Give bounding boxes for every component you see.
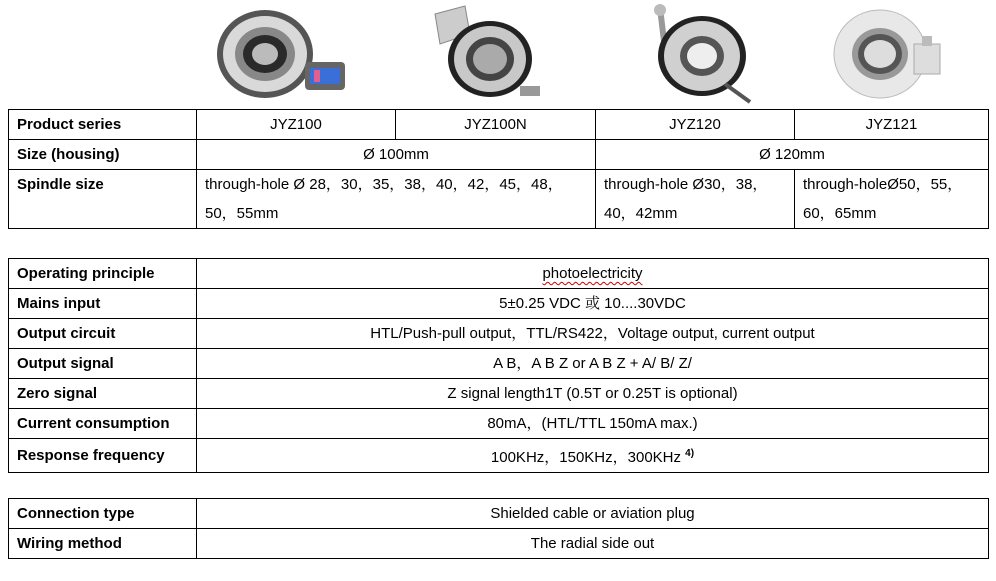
spec-value: 5±0.25 VDC 或 10....30VDC [197, 289, 989, 319]
spec-text: 100KHz，150KHz，300KHz [490, 449, 681, 466]
jyz100-photo [210, 4, 350, 108]
row-label: Current consumption [9, 409, 197, 439]
spec-text: photoelectricity [542, 265, 643, 282]
jyz120-photo [630, 4, 760, 108]
table-row [9, 349, 989, 379]
row-label: Wiring method [9, 529, 197, 559]
table-row [9, 259, 989, 289]
row-label: Spindle size [9, 170, 197, 229]
table-row [9, 170, 989, 229]
row-label: Response frequency [9, 439, 197, 473]
table-row [9, 110, 989, 140]
table-row [9, 379, 989, 409]
spec-value: The radial side out [197, 529, 989, 559]
spec-value: Z signal length1T (0.5T or 0.25T is optional) [197, 379, 989, 409]
table-row [9, 439, 989, 473]
product-photos [0, 0, 996, 110]
row-label: Zero signal [9, 379, 197, 409]
size-value: Ø 120mm [596, 140, 989, 170]
row-label: Connection type [9, 499, 197, 529]
spec-value: 80mA，(HTL/TTL 150mA max.) [197, 409, 989, 439]
product-table [8, 109, 989, 229]
product-name: JYZ120 [596, 110, 795, 140]
specs-table [8, 258, 989, 473]
spec-value: HTL/Push-pull output，TTL/RS422，Voltage output, current output [197, 319, 989, 349]
spec-value: Shielded cable or aviation plug [197, 499, 989, 529]
table-row [9, 409, 989, 439]
spec-value [197, 259, 989, 289]
size-value: Ø 100mm [197, 140, 596, 170]
jyz121-photo [830, 4, 950, 108]
row-label: Size (housing) [9, 140, 197, 170]
spindle-value: through-holeØ50，55，60，65mm [795, 170, 989, 229]
table-row [9, 289, 989, 319]
table-row [9, 529, 989, 559]
table-row [9, 319, 989, 349]
row-label: Mains input [9, 289, 197, 319]
spec-value [197, 439, 989, 473]
product-name: JYZ121 [795, 110, 989, 140]
row-label: Output circuit [9, 319, 197, 349]
row-label: Operating principle [9, 259, 197, 289]
product-name: JYZ100 [197, 110, 396, 140]
product-name: JYZ100N [396, 110, 596, 140]
spec-value: A B，A B Z or A B Z + A/ B/ Z/ [197, 349, 989, 379]
connection-table [8, 498, 989, 559]
table-row [9, 499, 989, 529]
table-row [9, 140, 989, 170]
row-label: Product series [9, 110, 197, 140]
spindle-value: through-hole Ø 28，30，35，38，40，42，45，48，50，55mm [197, 170, 596, 229]
footnote-marker: 4) [685, 448, 695, 459]
spindle-value: through-hole Ø30，38，40，42mm [596, 170, 795, 229]
jyz100n-photo [420, 4, 550, 108]
row-label: Output signal [9, 349, 197, 379]
